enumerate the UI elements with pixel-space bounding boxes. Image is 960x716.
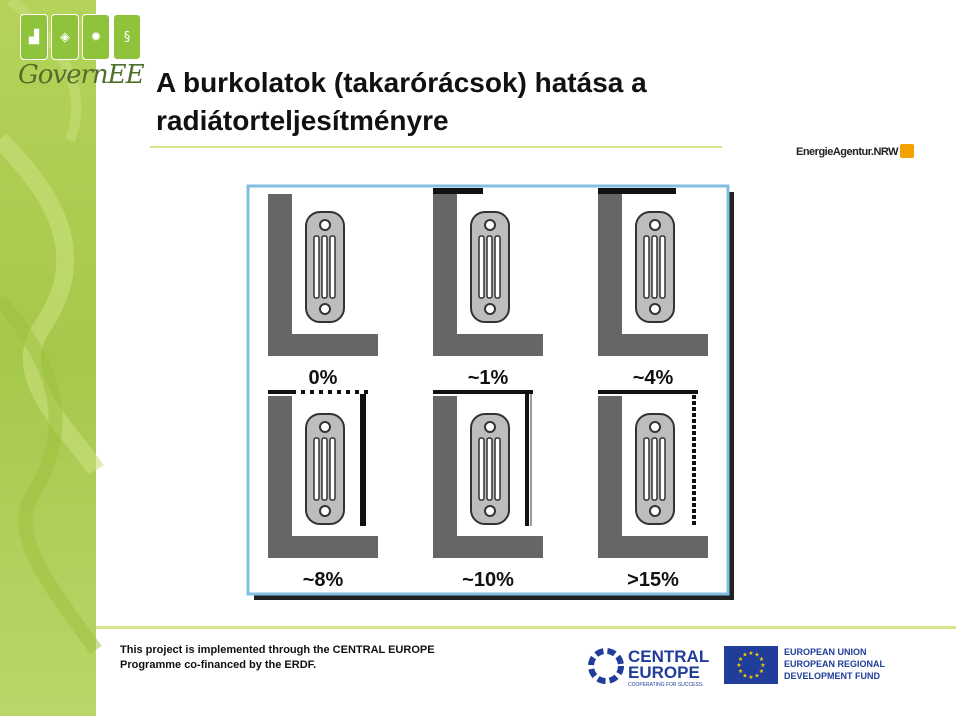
cover-grill-slot: [350, 390, 355, 395]
radiator-valve-top: [485, 220, 495, 230]
eu-star: ★: [758, 657, 765, 663]
cover-grill-slot: [305, 390, 310, 395]
cover-front-dot: [692, 479, 696, 483]
ce-line-2: EUROPE: [628, 663, 700, 682]
radiator-valve-top: [485, 422, 495, 432]
cover-grill-slot: [323, 390, 328, 395]
eu-star: ★: [758, 669, 765, 675]
footer-line-2: Programme co-financed by the ERDF.: [120, 659, 317, 671]
panel-percent-label: ~10%: [462, 569, 514, 591]
radiator-fin: [322, 236, 327, 298]
cover-front: [360, 394, 366, 526]
radiator-fin: [495, 438, 500, 500]
eu-star: ★: [748, 651, 754, 657]
radiator-fin: [479, 236, 484, 298]
brand-logo-squares: [20, 14, 141, 60]
building-icon: ▟: [20, 14, 48, 60]
cover-front-dot: [692, 461, 696, 465]
panel-percent-label: ~4%: [632, 367, 674, 389]
cover-top: [433, 188, 483, 194]
cover-front-dot: [692, 425, 696, 429]
radiator-fin: [495, 236, 500, 298]
agency-mark-icon: [900, 144, 914, 158]
eu-stars-icon: [724, 646, 778, 684]
eu-star: ★: [754, 652, 760, 659]
panel-percent-label: >15%: [627, 569, 679, 591]
eu-star: ★: [736, 663, 742, 669]
central-europe-emblem-icon: [591, 651, 621, 681]
paragraph-icon: §: [113, 14, 141, 60]
cover-grill-slot: [341, 390, 346, 395]
cover-front-dot: [692, 449, 696, 453]
eu-star: ★: [737, 669, 744, 675]
radiator-valve-top: [320, 422, 330, 432]
footer-text: [120, 643, 435, 673]
eu-star: ★: [754, 673, 760, 680]
cover-grill-slot: [332, 390, 337, 395]
panel-percent-label: ~1%: [467, 367, 509, 389]
radiator-fin: [644, 438, 649, 500]
brand-logo-text: GovernEE: [18, 60, 144, 90]
cover-grill-slot: [296, 390, 301, 395]
radiator-valve-top: [320, 220, 330, 230]
eu-fund-label: [784, 646, 885, 682]
eu-star: ★: [737, 657, 744, 663]
cover-top: [598, 188, 676, 194]
radiator-fin: [322, 438, 327, 500]
cover-front-edge: [530, 394, 532, 526]
page-title: A burkolatok (takarórácsok) hatása a radiátorteljesítményre: [156, 67, 647, 136]
sun-icon: ✹: [82, 14, 110, 60]
radiator-valve-bottom: [485, 304, 495, 314]
cover-front-dot: [692, 497, 696, 501]
radiator-fin: [314, 236, 319, 298]
radiator-valve-bottom: [650, 304, 660, 314]
panel-percent-label: ~8%: [302, 569, 344, 591]
eu-line-2: EUROPEAN REGIONAL: [784, 659, 886, 669]
eu-flag: [724, 646, 778, 684]
radiator-valve-bottom: [485, 506, 495, 516]
radiator-valve-top: [650, 220, 660, 230]
radiator-fin: [652, 236, 657, 298]
eu-star: ★: [742, 673, 748, 680]
eu-line-1: EUROPEAN UNION: [784, 647, 867, 657]
footer-line-1: This project is implemented through the CENTRAL EUROPE: [120, 644, 435, 656]
cover-top: [433, 390, 533, 394]
radiator-valve-bottom: [650, 506, 660, 516]
cover-front-dot: [692, 521, 696, 525]
central-europe-logo: [586, 644, 714, 688]
leaf-icon: ◈: [51, 14, 79, 60]
cover-grill-slot: [314, 390, 319, 395]
radiator-fin: [330, 236, 335, 298]
cover-front-dot: [692, 455, 696, 459]
ce-tagline: COOPERATING FOR SUCCESS.: [628, 682, 704, 688]
ce-line-1: CENTRAL: [628, 647, 710, 666]
cover-front-dot: [692, 503, 696, 507]
radiator-fin: [330, 438, 335, 500]
radiator-valve-top: [650, 422, 660, 432]
cover-front-dot: [692, 407, 696, 411]
radiator-fin: [487, 438, 492, 500]
cover-front-dot: [692, 473, 696, 477]
cover-front-dot: [692, 491, 696, 495]
radiator-fin: [314, 438, 319, 500]
sidebar: [0, 0, 144, 716]
radiator-fin: [652, 438, 657, 500]
cover-front-dot: [692, 395, 696, 399]
radiator-fin: [479, 438, 484, 500]
radiator-fin: [660, 236, 665, 298]
cover-front-dot: [692, 401, 696, 405]
radiator-valve-bottom: [320, 304, 330, 314]
panel-percent-label: 0%: [308, 367, 338, 389]
eu-star: ★: [760, 663, 766, 669]
radiator-valve-bottom: [320, 506, 330, 516]
title-divider: [150, 146, 722, 148]
cover-front-dot: [692, 515, 696, 519]
agency-logo: [796, 144, 914, 158]
radiator-fin: [660, 438, 665, 500]
cover-front-dot: [692, 509, 696, 513]
agency-logo-text: EnergieAgentur.NRW: [796, 146, 899, 158]
eu-star: ★: [742, 652, 748, 659]
radiator-fin: [644, 236, 649, 298]
cover-front-dot: [692, 413, 696, 417]
cover-top: [598, 390, 698, 394]
cover-front-dot: [692, 419, 696, 423]
cover-front-dot: [692, 467, 696, 471]
radiator-fin: [487, 236, 492, 298]
cover-front-dot: [692, 485, 696, 489]
eu-line-3: DEVELOPMENT FUND: [784, 671, 881, 681]
footer-divider: [96, 626, 956, 629]
cover-front-dot: [692, 443, 696, 447]
cover-front: [525, 394, 529, 526]
eu-star: ★: [748, 675, 754, 681]
radiator-cover-figure: [248, 186, 734, 600]
cover-front-dot: [692, 431, 696, 435]
cover-front-dot: [692, 437, 696, 441]
sidebar-decoration: [0, 0, 96, 716]
